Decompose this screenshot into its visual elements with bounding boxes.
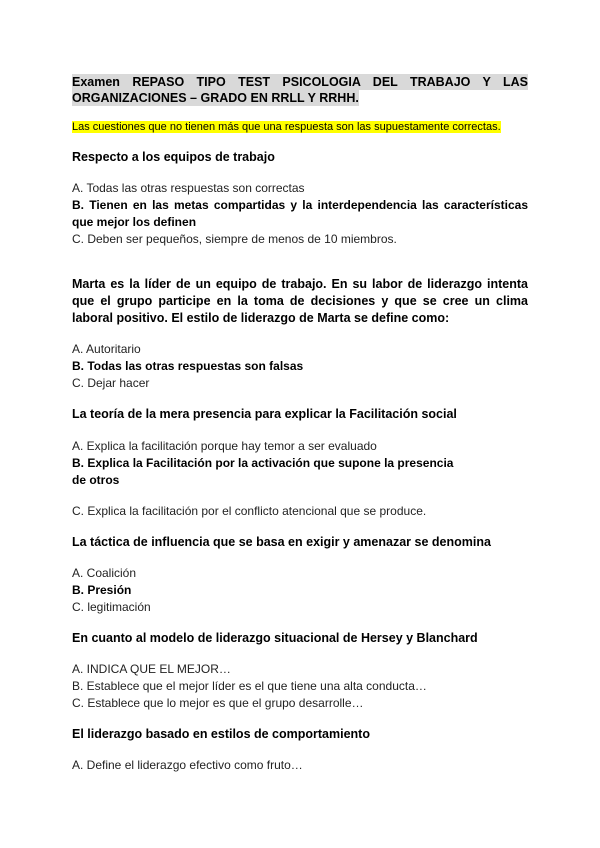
option-a: A. Todas las otras respuestas son correctas [72,181,305,195]
question-text: La táctica de influencia que se basa en exigir y amenazar se denomina [72,535,491,549]
options-list [72,438,528,520]
question-text: Marta es la líder de un equipo de trabajo. En su labor de liderazgo intenta que el grupo participe en la toma de decisiones y que se cree un clima laboral positivo. El estilo de liderazgo de Marta se define como: [72,277,528,325]
options-list [72,180,528,248]
question-block-1 [72,149,528,248]
option-a: A. Autoritario [72,342,141,356]
option-c: C. Establece que lo mejor es que el grupo desarrolle… [72,696,364,710]
title-line-2: ORGANIZACIONES – GRADO EN RRLL Y RRHH. [72,91,359,105]
question-block-3 [72,406,528,520]
option-a: A. Define el liderazgo efectivo como fruto… [72,758,303,772]
option-c: C. Explica la facilitación por el conflicto atencional que se produce. [72,504,427,518]
option-c: C. Dejar hacer [72,376,150,390]
title-line-1: Examen REPASO TIPO TEST PSICOLOGIA DEL TRABAJO Y LAS [72,75,528,89]
option-a: A. INDICA QUE EL MEJOR… [72,662,231,676]
option-a: A. Explica la facilitación porque hay temor a ser evaluado [72,439,377,453]
question-text: La teoría de la mera presencia para explicar la Facilitación social [72,407,457,421]
question-block-6 [72,726,528,774]
document-title [72,74,528,106]
option-b-correct: B. Tienen en las metas compartidas y la interdependencia las características que mejor los definen [72,198,528,229]
options-list [72,341,528,392]
option-b-correct-continuation: de otros [72,473,120,487]
question-text: Respecto a los equipos de trabajo [72,150,275,164]
question-text: En cuanto al modelo de liderazgo situacional de Hersey y Blanchard [72,631,478,645]
options-list [72,661,528,712]
option-b-correct: B. Explica la Facilitación por la activación que supone la presencia [72,456,454,470]
question-text: El liderazgo basado en estilos de comportamiento [72,727,370,741]
highlighted-note [72,120,528,134]
option-b-correct: B. Presión [72,583,132,597]
option-c: C. Deben ser pequeños, siempre de menos de 10 miembros. [72,232,397,246]
option-b-correct: B. Todas las otras respuestas son falsas [72,359,304,373]
document-page [72,74,528,774]
note-text: Las cuestiones que no tienen más que una respuesta son las supuestamente correctas. [72,121,501,133]
option-a: A. Coalición [72,566,137,580]
options-list [72,565,528,616]
options-list [72,757,528,774]
question-block-2 [72,276,528,392]
option-c: C. legitimación [72,600,151,614]
question-block-5 [72,630,528,712]
question-block-4 [72,534,528,616]
option-b: B. Establece que el mejor líder es el que tiene una alta conducta… [72,679,427,693]
